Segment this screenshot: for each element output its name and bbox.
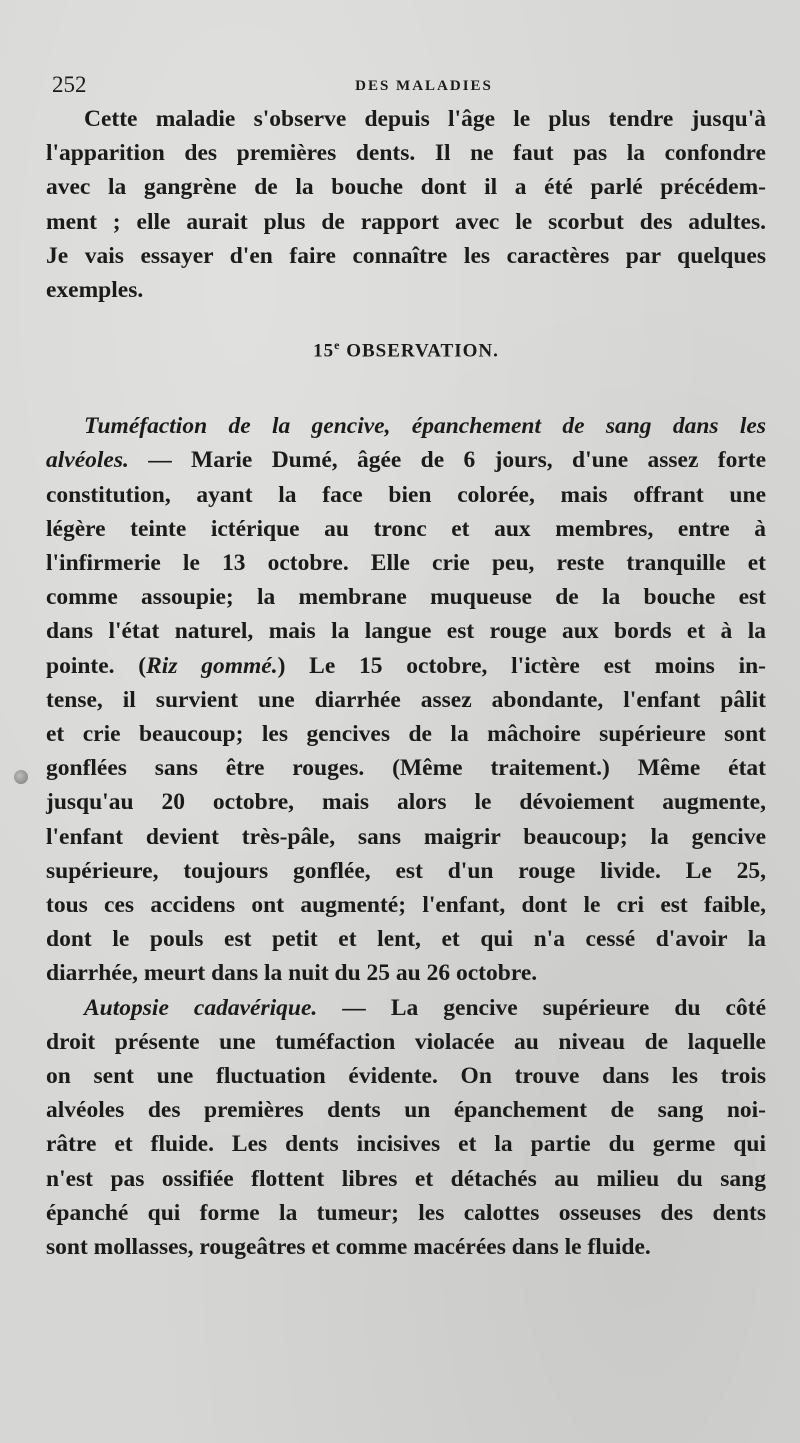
plain-text: ) Le 15 octobre, l'ictère est moins in-	[277, 652, 766, 679]
paper-blemish	[14, 770, 28, 784]
text-line: diarrhée, meurt dans la nuit du 25 au 26 octobre.	[46, 960, 538, 987]
plain-text: pointe. (	[46, 652, 147, 679]
text-line: épanché qui forme la tumeur; les calottes osseuses des dents	[46, 1199, 766, 1226]
text-line: l'apparition des premières dents. Il ne faut pas la confondre	[46, 140, 766, 167]
text-line: alvéoles des premières dents un épanchement de sang noi-	[46, 1097, 766, 1124]
italic-text: Riz gommé.	[146, 652, 278, 679]
text-line	[46, 991, 766, 1025]
text-line: légère teinte ictérique au tronc et aux membres, entre à	[46, 515, 766, 542]
text-line: râtre et fluide. Les dents incisives et la partie du germe qui	[46, 1131, 766, 1158]
case-title: Tuméfaction de la gencive, épanchement de sang dans les	[84, 413, 766, 440]
observation-heading	[46, 325, 766, 365]
observation-label: OBSERVATION.	[346, 340, 499, 362]
observation-suffix: e	[334, 338, 341, 353]
text-line: droit présente une tuméfaction violacée au niveau de laquelle	[46, 1028, 766, 1055]
text-line: Cette maladie s'observe depuis l'âge le plus tendre jusqu'à	[84, 106, 766, 132]
intro-paragraph	[46, 102, 766, 307]
text-line: dont le pouls est petit et lent, et qui n'a cessé d'avoir la	[46, 926, 766, 953]
text-line: l'enfant devient très-pâle, sans maigrir beaucoup; la gencive	[46, 823, 766, 850]
text-line: tense, il survient une diarrhée assez abondante, l'enfant pâlit	[46, 686, 766, 713]
page-number: 252	[52, 72, 87, 97]
case-paragraph	[46, 409, 766, 990]
text-line	[46, 649, 766, 683]
text-line: et crie beaucoup; les gencives de la mâchoire supérieure sont	[46, 721, 766, 748]
blank-space	[46, 365, 766, 409]
text-line: tous ces accidens ont augmenté; l'enfant, dont le cri est faible,	[46, 892, 766, 919]
text-line: gonflées sans être rouges. (Même traitement.) Même état	[46, 755, 766, 782]
text-line: l'infirmerie le 13 octobre. Elle crie peu, reste tranquille et	[46, 550, 766, 577]
text-line: avec la gangrène de la bouche dont il a été parlé précédem-	[46, 174, 766, 201]
text-line: constitution, ayant la face bien colorée, mais offrant une	[46, 481, 766, 508]
text-line: exemples.	[46, 277, 144, 304]
text-line: ment ; elle aurait plus de rapport avec le scorbut des adultes.	[46, 208, 766, 235]
text-line: on sent une fluctuation évidente. On trouve dans les trois	[46, 1063, 766, 1090]
page-header	[52, 72, 766, 102]
observation-number: 15	[313, 340, 335, 362]
italic-text: alvéoles.	[46, 447, 129, 474]
italic-text: Autopsie cadavérique.	[84, 994, 318, 1021]
text-line: comme assoupie; la membrane muqueuse de la bouche est	[46, 584, 766, 611]
text-line: sont mollasses, rougeâtres et comme macérées dans le fluide.	[46, 1234, 651, 1261]
text-line	[46, 443, 766, 477]
plain-text: — La gencive supérieure du côté	[317, 994, 766, 1021]
text-line: dans l'état naturel, mais la langue est rouge aux bords et à la	[46, 618, 766, 645]
text-line: Je vais essayer d'en faire connaître les caractères par quelques	[46, 242, 766, 269]
autopsy-paragraph	[46, 991, 766, 1265]
text-line: n'est pas ossifiée flottent libres et détachés au milieu du sang	[46, 1165, 766, 1192]
running-head: DES MALADIES	[355, 78, 493, 94]
plain-text: — Marie Dumé, âgée de 6 jours, d'une assez forte	[128, 447, 766, 474]
text-line: jusqu'au 20 octobre, mais alors le dévoiement augmente,	[46, 789, 766, 816]
text-line: supérieure, toujours gonflée, est d'un rouge livide. Le 25,	[46, 857, 766, 884]
